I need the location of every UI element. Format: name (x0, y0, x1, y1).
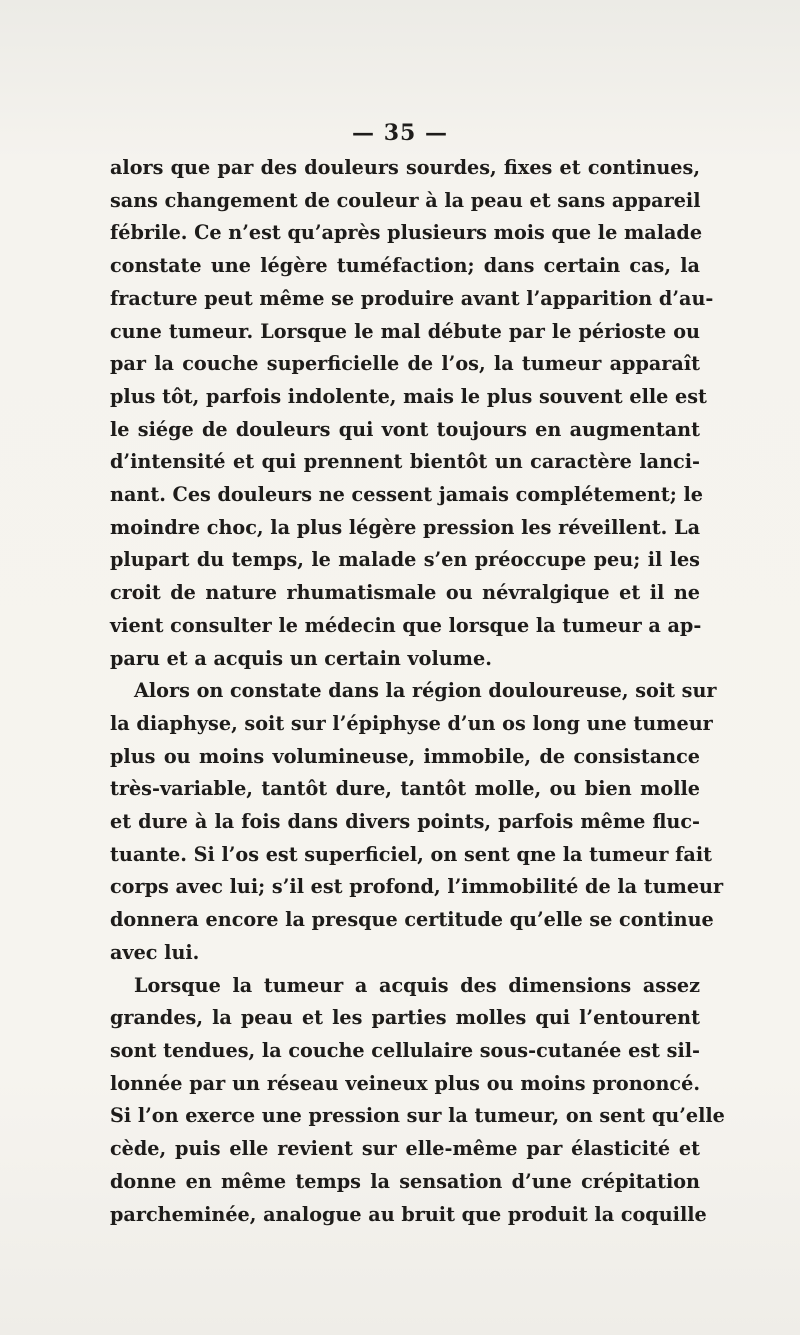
text-line: corps avec lui; s’il est profond, l’immobilité de la tumeur (110, 875, 724, 899)
text-line: le siége de douleurs qui vont toujours en augmentant (110, 417, 700, 441)
text-line: lonnée par un réseau veineux plus ou moins prononcé. (110, 1071, 700, 1095)
text-line: grandes, la peau et les parties molles qui l’entourent (110, 1006, 700, 1030)
text-line: paru et a acquis un certain volume. (110, 646, 492, 670)
text-line: Si l’on exerce une pression sur la tumeur, on sent qu’elle (110, 1104, 725, 1128)
text-line: Alors on constate dans la région douloureuse, soit sur (134, 679, 717, 703)
text-line: sont tendues, la couche cellulaire sous-cutanée est sil- (110, 1038, 700, 1062)
text-line: fébrile. Ce n’est qu’après plusieurs mois que le malade (110, 221, 703, 245)
text-line: et dure à la fois dans divers points, parfois même fluc- (110, 810, 700, 834)
text-line: moindre choc, la plus légère pression les réveillent. La (110, 515, 700, 539)
text-line: croit de nature rhumatismale ou névralgique et il ne (110, 581, 700, 605)
body-text (110, 152, 725, 1231)
text-line: sans changement de couleur à la peau et sans appareil (110, 188, 701, 212)
text-line: la diaphyse, soit sur l’épiphyse d’un os long une tumeur (110, 711, 713, 735)
text-line: alors que par des douleurs sourdes, fixes et continues, (110, 156, 700, 179)
text-line: par la couche superficielle de l’os, la tumeur apparaît (110, 352, 700, 376)
text-line: cune tumeur. Lorsque le mal débute par le périoste ou (110, 319, 700, 343)
text-line: avec lui. (110, 940, 200, 964)
text-line: plus tôt, parfois indolente, mais le plus souvent elle est (110, 384, 707, 408)
text-line: fracture peut même se produire avant l’apparition d’au- (110, 286, 714, 310)
text-line: donnera encore la presque certitude qu’elle se continue (110, 908, 714, 932)
text-line: très-variable, tantôt dure, tantôt molle, ou bien molle (110, 777, 700, 801)
text-line: parcheminée, analogue au bruit que produit la coquille (110, 1202, 707, 1226)
text-line: vient consulter le médecin que lorsque la tumeur a ap- (110, 613, 702, 637)
text-line: plupart du temps, le malade s’en préoccupe peu; il les (110, 548, 700, 572)
text-line: cède, puis elle revient sur elle-même par élasticité et (110, 1137, 700, 1161)
text-line: plus ou moins volumineuse, immobile, de consistance (110, 744, 700, 768)
text-line: Lorsque la tumeur a acquis des dimensions assez (134, 973, 700, 997)
text-line: d’intensité et qui prennent bientôt un caractère lanci- (110, 450, 700, 474)
text-line: constate une légère tuméfaction; dans certain cas, la (110, 254, 700, 278)
page-number: — 35 — (352, 120, 448, 146)
text-line: nant. Ces douleurs ne cessent jamais complétement; le (110, 483, 703, 507)
text-line: tuante. Si l’os est superficiel, on sent qne la tumeur fait (110, 842, 713, 866)
text-line: donne en même temps la sensation d’une crépitation (110, 1169, 700, 1193)
